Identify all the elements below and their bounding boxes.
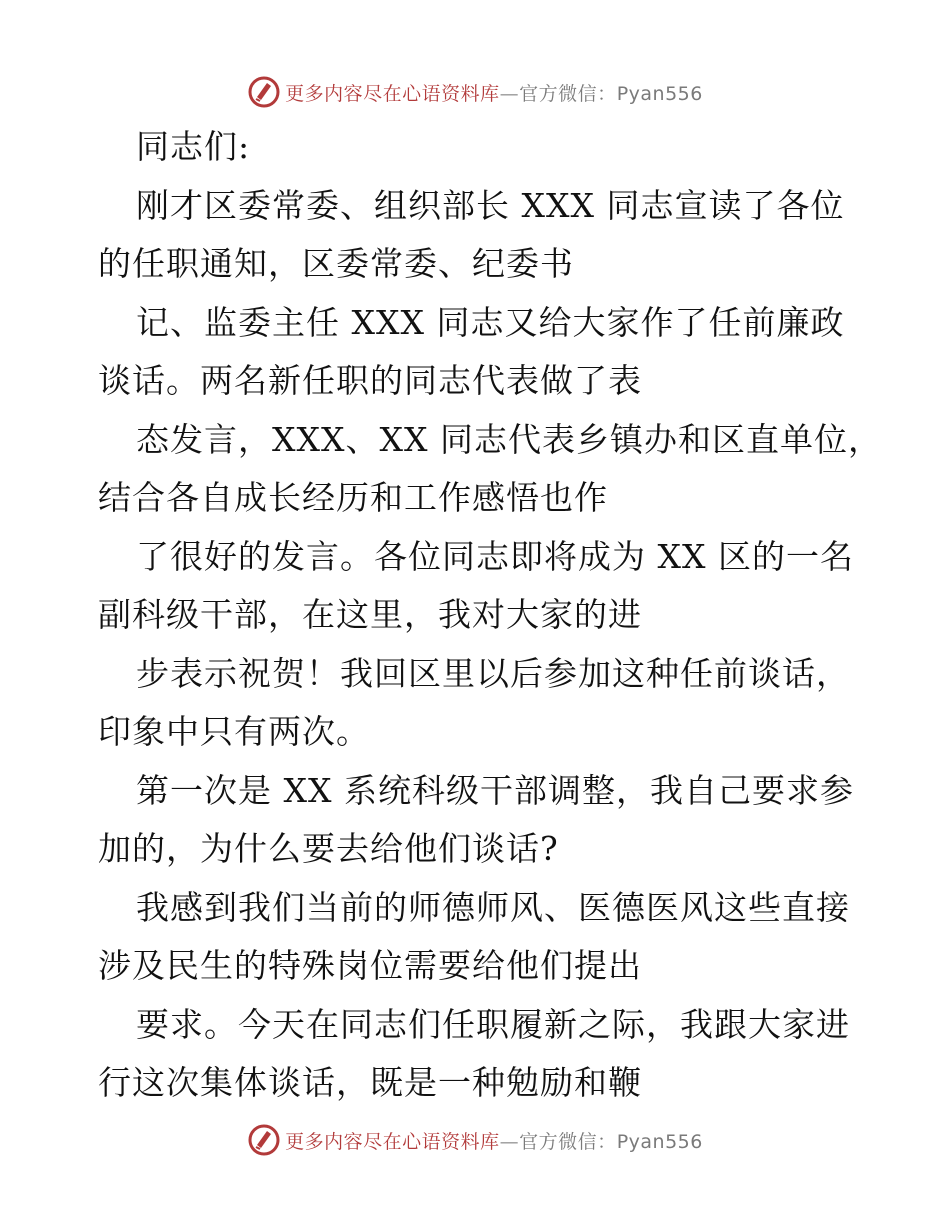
header-wechat-id: Pyan556 [616,82,703,105]
body-line: 同志们: [136,127,251,166]
body-line: 态发言，XXX、XX 同志代表乡镇办和区直单位， [136,419,882,459]
body-line: 副科级干部，在这里，我对大家的进 [98,595,642,634]
brand-logo-icon [247,1123,281,1157]
body-line: 谈话。两名新任职的同志代表做了表 [98,361,642,400]
body-line: 第一次是 XX 系统科级干部调整，我自己要求参 [136,770,854,810]
body-line: 结合各自成长经历和工作感悟也作 [98,478,608,517]
footer-banner-text [285,1127,703,1154]
document-body [98,118,882,1113]
footer-separator: — [499,1130,520,1153]
body-line: 刚才区委常委、组织部长 XXX 同志宣读了各位 [136,185,845,225]
footer-brand-text: 更多内容尽在心语资料库 [285,1130,500,1153]
brand-logo-icon [247,75,281,109]
header-separator: — [499,82,520,105]
body-line: 了很好的发言。各位同志即将成为 XX 区的一名 [136,536,854,576]
footer-watermark [0,1120,950,1160]
header-banner-text [285,79,703,106]
body-line: 行这次集体谈话，既是一种勉励和鞭 [98,1063,642,1102]
body-line: 记、监委主任 XXX 同志又给大家作了任前廉政 [136,302,845,342]
footer-wechat-label: 官方微信： [519,1130,617,1153]
body-line: 我感到我们当前的师德师风、医德医风这些直接 [136,887,850,927]
header-wechat-label: 官方微信： [519,82,617,105]
header-watermark [0,72,950,112]
footer-wechat-id: Pyan556 [616,1130,703,1153]
body-line: 要求。今天在同志们任职履新之际，我跟大家进 [136,1004,850,1044]
body-line: 加的，为什么要去给他们谈话? [98,829,559,868]
body-line: 步表示祝贺！我回区里以后参加这种任前谈话， [136,653,850,693]
header-brand-text: 更多内容尽在心语资料库 [285,82,500,105]
body-line: 印象中只有两次。 [98,712,370,751]
body-line: 的任职通知，区委常委、纪委书 [98,244,574,283]
body-line: 涉及民生的特殊岗位需要给他们提出 [98,946,642,985]
